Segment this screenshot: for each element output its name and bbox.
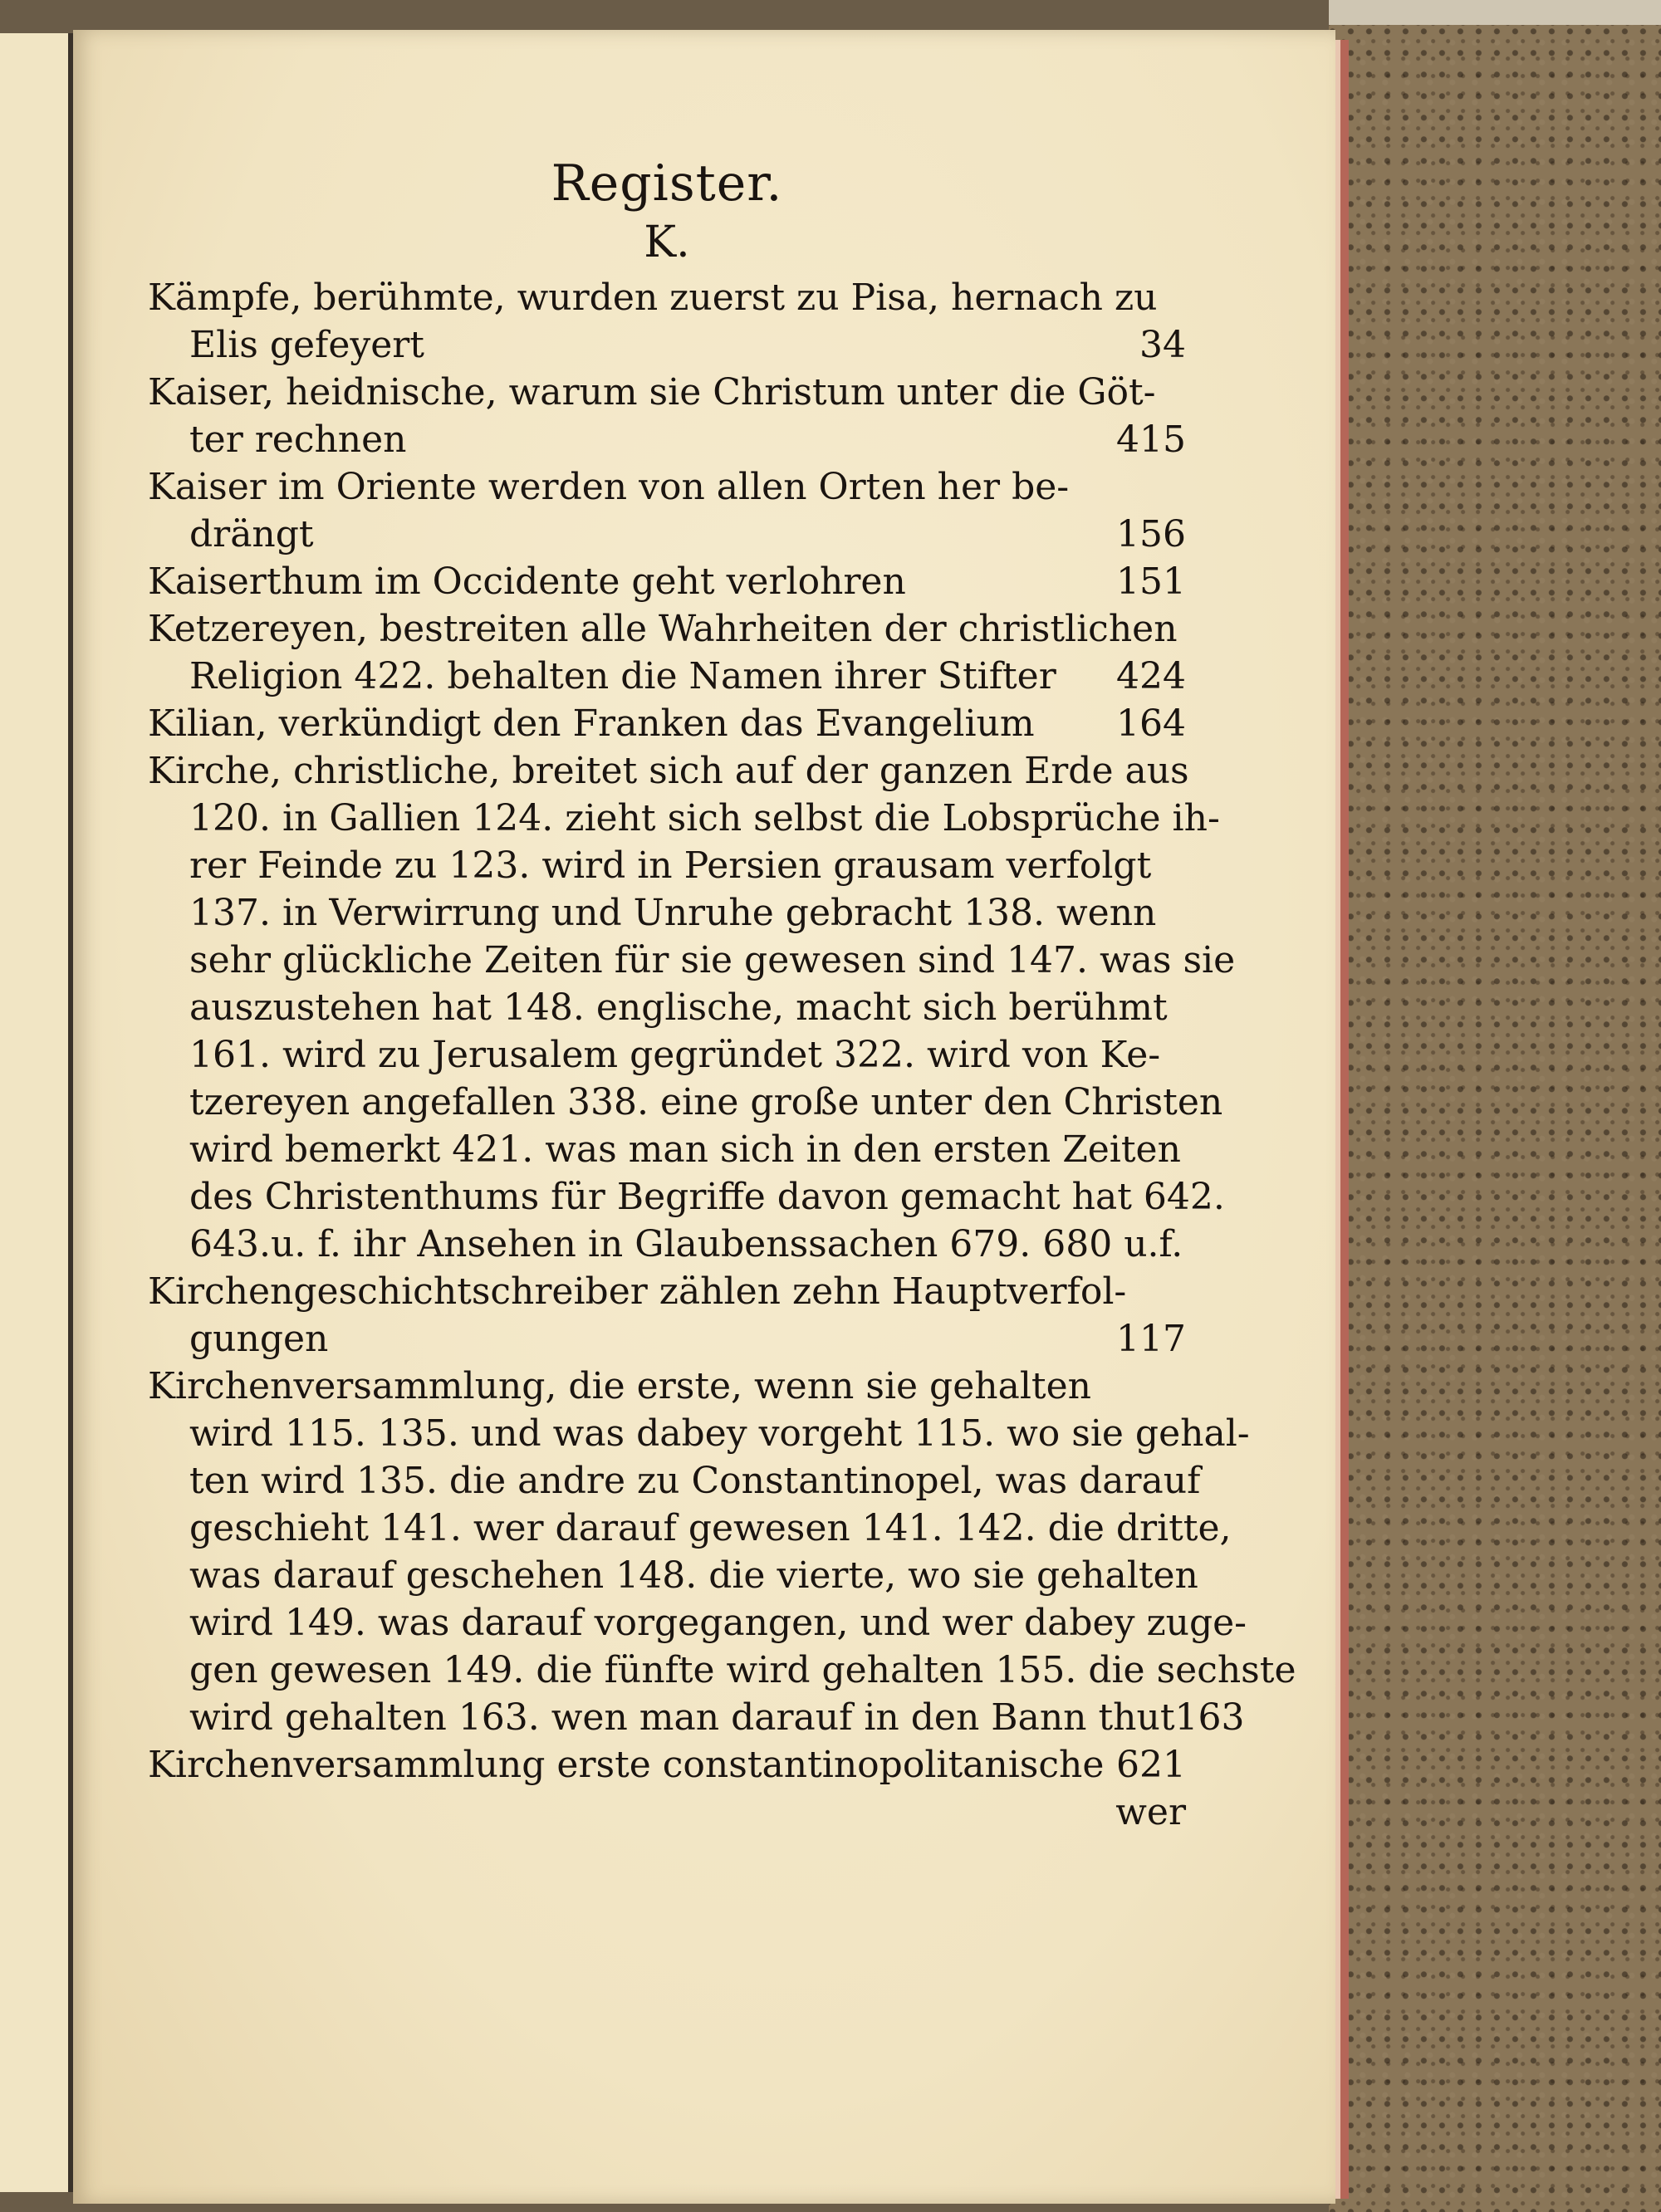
page-number: 621 <box>1116 1744 1186 1786</box>
catchword: wer <box>1115 1791 1186 1833</box>
entry-text: Kilian, verkündigt den Franken das Evangelium <box>148 702 1035 745</box>
page-number: 151 <box>1116 560 1186 603</box>
entry-continuation-line <box>148 1079 1223 1126</box>
entry-text: wird 115. 135. und was dabey vorgeht 115. wo sie gehal- <box>189 1412 1250 1455</box>
page-number: 415 <box>1116 418 1186 461</box>
entry-continuation-line <box>148 1457 1201 1505</box>
index-entry <box>148 1363 1296 1741</box>
entry-headline <box>148 558 1186 605</box>
entry-continuation-line <box>148 1410 1250 1457</box>
index-entry <box>148 463 1186 558</box>
entry-continuation-line <box>148 795 1220 842</box>
entry-continuation-line <box>148 511 1186 558</box>
entry-headline <box>148 369 1186 416</box>
entry-continuation-line <box>148 1221 1186 1268</box>
entry-text: Ketzereyen, bestreiten alle Wahrheiten der christlichen <box>148 608 1178 650</box>
entry-text: Kaiser, heidnische, warum sie Christum unter die Göt- <box>148 371 1156 414</box>
entry-continuation-line <box>148 889 1186 937</box>
entry-continuation-line <box>148 416 1186 463</box>
entry-text: geschieht 141. wer darauf gewesen 141. 142. die dritte, <box>189 1507 1232 1549</box>
page-number: 424 <box>1116 655 1186 697</box>
entry-text: ten wird 135. die andre zu Constantinopel, was darauf <box>189 1460 1201 1502</box>
index-entry <box>148 700 1186 747</box>
entry-text: wird bemerkt 421. was man sich in den ersten Zeiten <box>189 1128 1181 1171</box>
register-text <box>148 154 1296 1836</box>
page-number: 164 <box>1116 702 1186 745</box>
entry-continuation-line <box>148 1315 1186 1363</box>
entry-continuation-line <box>148 653 1186 700</box>
entry-continuation-line <box>148 1552 1198 1599</box>
entry-continuation-line <box>148 842 1186 889</box>
entry-text: Kaiserthum im Occidente geht verlohren <box>148 560 906 603</box>
entry-text: ter rechnen <box>189 418 407 461</box>
entry-text: wird gehalten 163. wen man darauf in den Bann thut <box>189 1696 1175 1739</box>
entry-text: tzereyen angefallen 338. eine große unter den Christen <box>189 1081 1223 1123</box>
entry-text: sehr glückliche Zeiten für sie gewesen sind 147. was sie <box>189 939 1236 981</box>
entry-headline <box>148 747 1189 795</box>
entry-text: Kirche, christliche, breitet sich auf der ganzen Erde aus <box>148 750 1189 792</box>
index-entry <box>148 558 1186 605</box>
entry-text: 137. in Verwirrung und Unruhe gebracht 138. wenn <box>189 892 1157 934</box>
entry-text: auszustehen hat 148. englische, macht sich berühmt <box>189 986 1168 1029</box>
entry-text: gen gewesen 149. die fünfte wird gehalten 155. die sechste <box>189 1649 1296 1691</box>
entry-continuation-line <box>148 1647 1296 1694</box>
page-number: 163 <box>1174 1696 1245 1739</box>
index-entry <box>148 369 1186 463</box>
facing-page-edge <box>0 33 71 2192</box>
catchword-line <box>148 1789 1186 1836</box>
index-entry <box>148 605 1186 700</box>
page-number: 34 <box>1139 324 1186 366</box>
entry-text: Elis gefeyert <box>189 324 424 366</box>
entry-text: 643.u. f. ihr Ansehen in Glaubenssachen 679. 680 u.f. <box>189 1223 1183 1265</box>
entry-continuation-line <box>148 984 1186 1031</box>
index-entry <box>148 1268 1186 1363</box>
page-number: 117 <box>1116 1318 1186 1360</box>
entry-headline <box>148 1741 1186 1789</box>
entry-headline <box>148 1268 1186 1315</box>
entry-text: drängt <box>189 513 314 555</box>
entry-headline <box>148 463 1186 511</box>
book-page <box>73 30 1335 2204</box>
index-entry <box>148 274 1186 369</box>
entry-text: des Christenthums für Begriffe davon gemacht hat 642. <box>189 1176 1225 1218</box>
section-letter: K. <box>644 218 690 267</box>
entry-continuation-line <box>148 321 1186 369</box>
entry-text: Kirchengeschichtschreiber zählen zehn Hauptverfol- <box>148 1270 1127 1313</box>
entry-headline <box>148 605 1186 653</box>
page-title: Register. <box>551 154 783 213</box>
entry-text: 120. in Gallien 124. zieht sich selbst die Lobsprüche ih- <box>189 797 1220 839</box>
entry-text: Kirchenversammlung, die erste, wenn sie gehalten <box>148 1365 1091 1407</box>
entry-headline <box>148 700 1186 747</box>
entry-text: Kirchenversammlung erste constantinopolitanische <box>148 1744 1105 1786</box>
index-entry <box>148 1741 1186 1789</box>
entry-text: 161. wird zu Jerusalem gegründet 322. wird von Ke- <box>189 1034 1161 1076</box>
entry-text: was darauf geschehen 148. die vierte, wo sie gehalten <box>189 1554 1198 1597</box>
entry-text: Kaiser im Oriente werden von allen Orten her be- <box>148 466 1070 508</box>
entry-text: wird 149. was darauf vorgegangen, und wer dabey zuge- <box>189 1602 1247 1644</box>
entry-headline <box>148 274 1186 321</box>
entry-headline <box>148 1363 1186 1410</box>
index-entries <box>148 274 1296 1789</box>
index-entry <box>148 747 1236 1268</box>
book-cover-board <box>1329 25 1661 2212</box>
entry-text: Kämpfe, berühmte, wurden zuerst zu Pisa, hernach zu <box>148 276 1158 319</box>
entry-continuation-line <box>148 937 1236 984</box>
entry-continuation-line <box>148 1173 1225 1221</box>
entry-continuation-line <box>148 1694 1245 1741</box>
entry-continuation-line <box>148 1599 1247 1647</box>
entry-text: rer Feinde zu 123. wird in Persien grausam verfolgt <box>189 844 1152 887</box>
entry-text: gungen <box>189 1318 329 1360</box>
page-number: 156 <box>1116 513 1186 555</box>
entry-continuation-line <box>148 1505 1232 1552</box>
entry-text: Religion 422. behalten die Namen ihrer Stifter <box>189 655 1056 697</box>
entry-continuation-line <box>148 1126 1186 1173</box>
entry-continuation-line <box>148 1031 1186 1079</box>
